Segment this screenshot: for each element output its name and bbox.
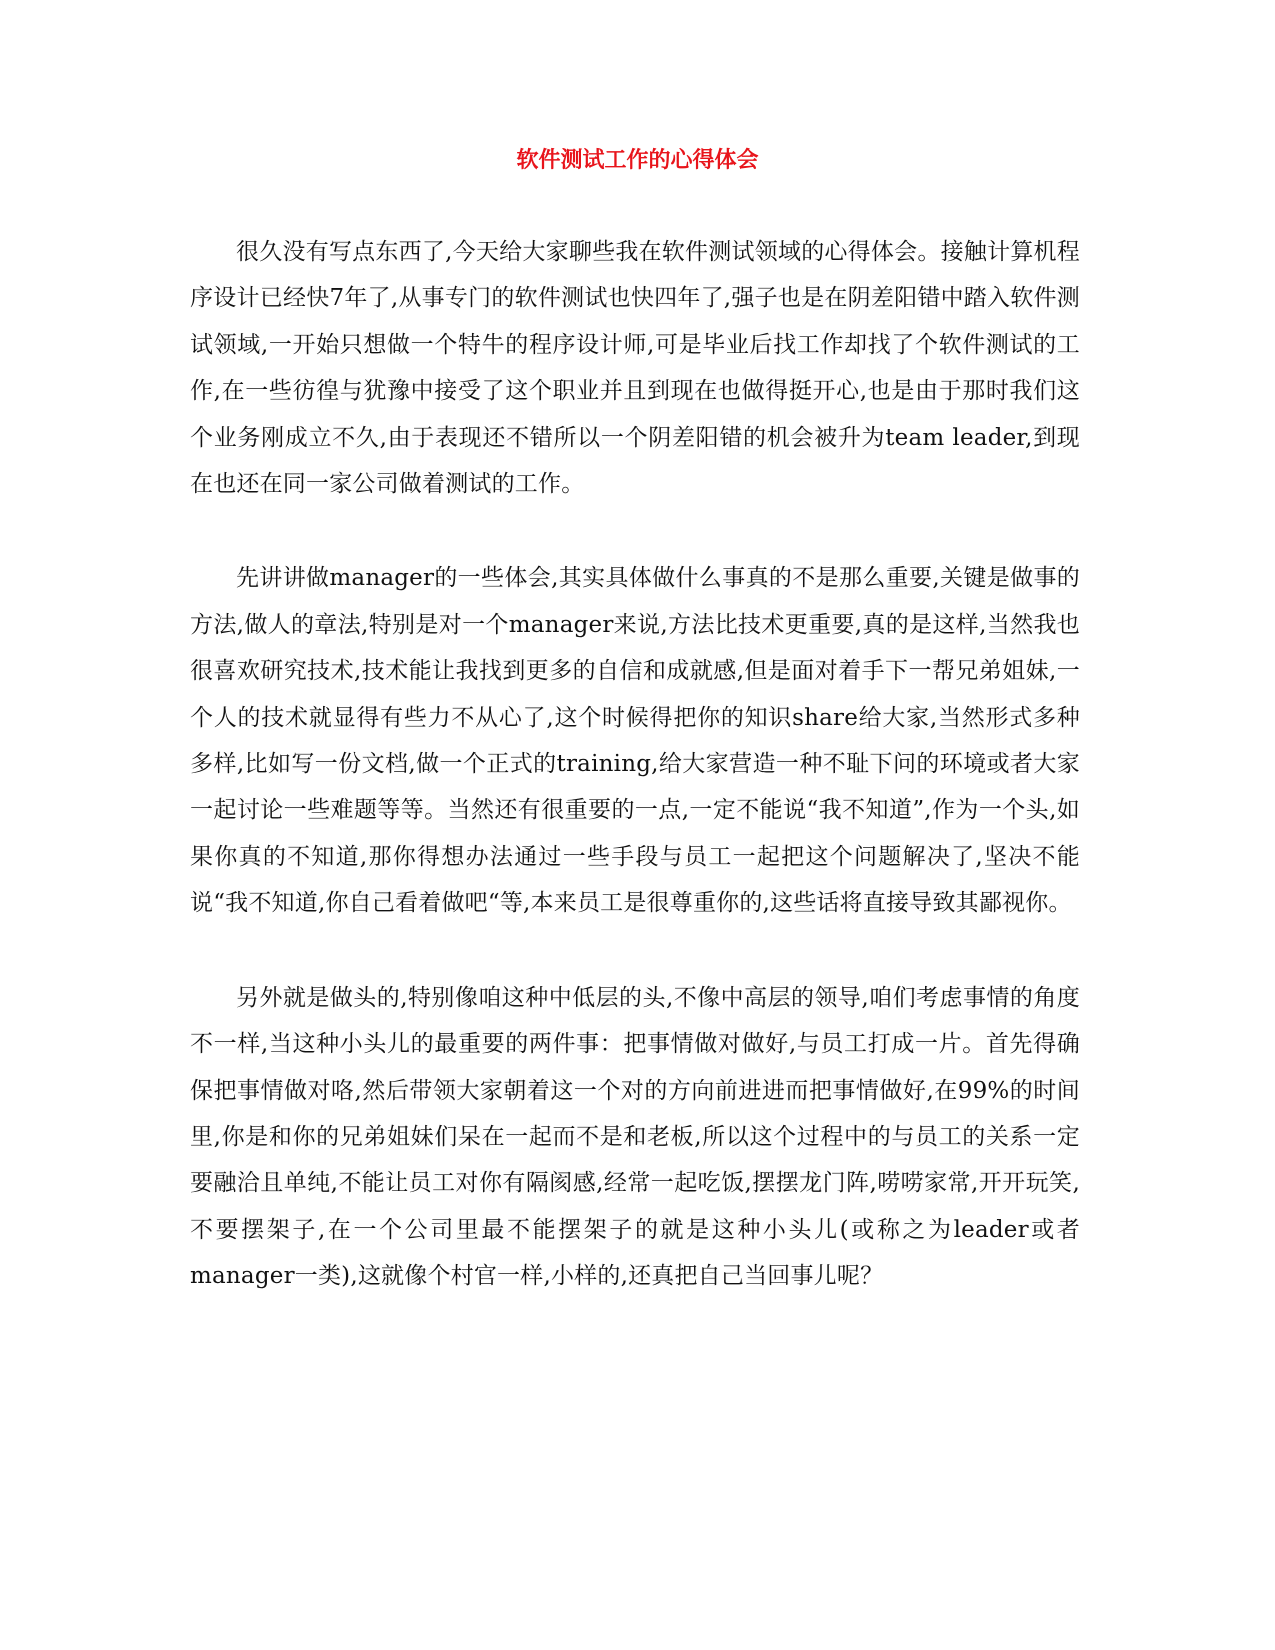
paragraph-2: 先讲讲做manager的一些体会,其实具体做什么事真的不是那么重要,关键是做事的方法,做人的章法,特别是对一个manager来说,方法比技术更重要,真的是这样,当然我也很喜欢研究技术,技术能让我找到更多的自信和成就感,但是面对着手下一帮兄弟姐妹,一个人的技术就显得有些力不从心了,这个时候得把你的知识share给大家,当然形式多种多样,比如写一份文档,做一个正式的training,给大家营造一种不耻下问的环境或者大家一起讨论一些难题等等。当然还有很重要的一点,一定不能说“我不知道”,作为一个头,如果你真的不知道,那你得想办法通过一些手段与员工一起把这个问题解决了,坚决不能说“我不知道,你自己看着做吧“等,本来员工是很尊重你的,这些话将直接导致其鄙视你。 [190, 565, 1080, 917]
document-body [190, 229, 1080, 1300]
paragraph-1: 很久没有写点东西了,今天给大家聊些我在软件测试领域的心得体会。接触计算机程序设计已经快7年了,从事专门的软件测试也快四年了,强子也是在阴差阳错中踏入软件测试领域,一开始只想做一个特牛的程序设计师,可是毕业后找工作却找了个软件测试的工作,在一些彷徨与犹豫中接受了这个职业并且到现在也做得挺开心,也是由于那时我们这个业务刚成立不久,由于表现还不错所以一个阴差阳错的机会被升为team leader,到现在也还在同一家公司做着测试的工作。 [190, 239, 1080, 498]
document-title: 软件测试工作的心得体会 [516, 148, 759, 173]
paragraph-3: 另外就是做头的,特别像咱这种中低层的头,不像中高层的领导,咱们考虑事情的角度不一样,当这种小头儿的最重要的两件事：把事情做对做好,与员工打成一片。首先得确保把事情做对咯,然后带领大家朝着这一个对的方向前进进而把事情做好,在99%的时间里,你是和你的兄弟姐妹们呆在一起而不是和老板,所以这个过程中的与员工的关系一定要融洽且单纯,不能让员工对你有隔阂感,经常一起吃饭,摆摆龙门阵,唠唠家常,开开玩笑,不要摆架子,在一个公司里最不能摆架子的就是这种小头儿(或称之为leader或者manager一类),这就像个村官一样,小样的,还真把自己当回事儿呢？ [190, 984, 1080, 1290]
